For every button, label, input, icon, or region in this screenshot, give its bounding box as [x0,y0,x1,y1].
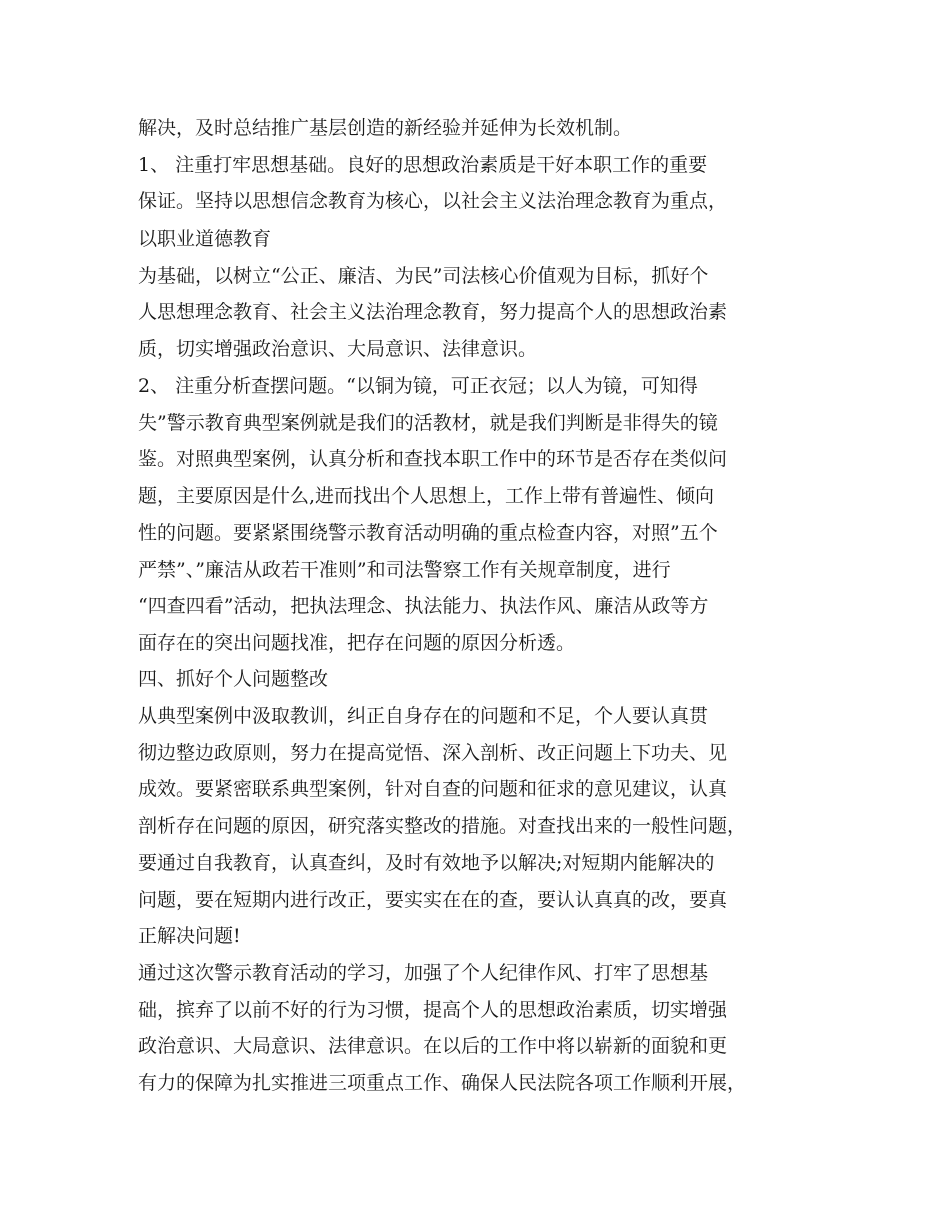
text-line: 从典型案例中汲取教训，纠正自身存在的问题和不足，个人要认真贯 [138,705,709,727]
text-line: 解决，及时总结推广基层创造的新经验并延伸为长效机制。 [138,117,633,139]
text-line: 质，切实增强政治意识、大局意识、法律意识。 [138,338,538,360]
text-line: 以职业道德教育 [138,228,272,250]
text-line: 问题，要在短期内进行改正，要实实在在的查，要认认真真的改，要真 [138,889,728,911]
text-line: 保证。坚持以思想信念教育为核心，以社会主义法治理念教育为重点， [138,190,728,212]
text-line: 人思想理念教育、社会主义法治理念教育，努力提高个人的思想政治素 [138,301,728,323]
text-line: “四查四看”活动，把执法理念、执法能力、执法作风、廉洁从政等方 [138,595,709,617]
text-line: 失”警示教育典型案例就是我们的活教材，就是我们判断是非得失的镜 [138,412,718,434]
text-line: 题，主要原因是什么,进而找出个人思想上，工作上带有普遍性、倾向 [138,485,715,507]
text-line: 2、 注重分析查摆问题。“以铜为镜，可正衣冠；以人为镜，可知得 [138,375,698,397]
text-line: 有力的保障为扎实推进三项重点工作、确保人民法院各项工作顺利开展， [138,1072,747,1094]
text-line: 鉴。对照典型案例，认真分析和查找本职工作中的环节是否存在类似问 [138,448,728,470]
text-line: 要通过自我教育，认真查纠，及时有效地予以解决;对短期内能解决的 [138,852,715,874]
text-line: 1、 注重打牢思想基础。良好的思想政治素质是干好本职工作的重要 [138,154,708,176]
text-line: 础，摈弃了以前不好的行为习惯，提高个人的思想政治素质，切实增强 [138,999,728,1021]
text-line: 剖析存在问题的原因，研究落实整改的措施。对查找出来的一般性问题， [138,815,747,837]
section-heading: 四、抓好个人问题整改 [138,668,329,690]
text-line: 严禁”、”廉洁从政若干准则”和司法警察工作有关规章制度，进行 [138,559,671,581]
text-line: 正解决问题! [138,925,241,947]
text-line: 通过这次警示教育活动的学习，加强了个人纪律作风、打牢了思想基 [138,962,709,984]
text-line: 为基础，以树立“公正、廉洁、为民”司法核心价值观为目标，抓好个 [138,265,709,287]
text-line: 成效。要紧密联系典型案例，针对自查的问题和征求的意见建议，认真 [138,778,728,800]
text-line: 性的问题。要紧紧围绕警示教育活动明确的重点检查内容，对照”五个 [138,522,718,544]
text-line: 政治意识、大局意识、法律意识。在以后的工作中将以崭新的面貌和更 [138,1035,728,1057]
text-line: 彻边整边政原则，努力在提高觉悟、深入剖析、改正问题上下功夫、见 [138,742,728,764]
text-line: 面存在的突出问题找准，把存在问题的原因分析透。 [138,632,576,654]
